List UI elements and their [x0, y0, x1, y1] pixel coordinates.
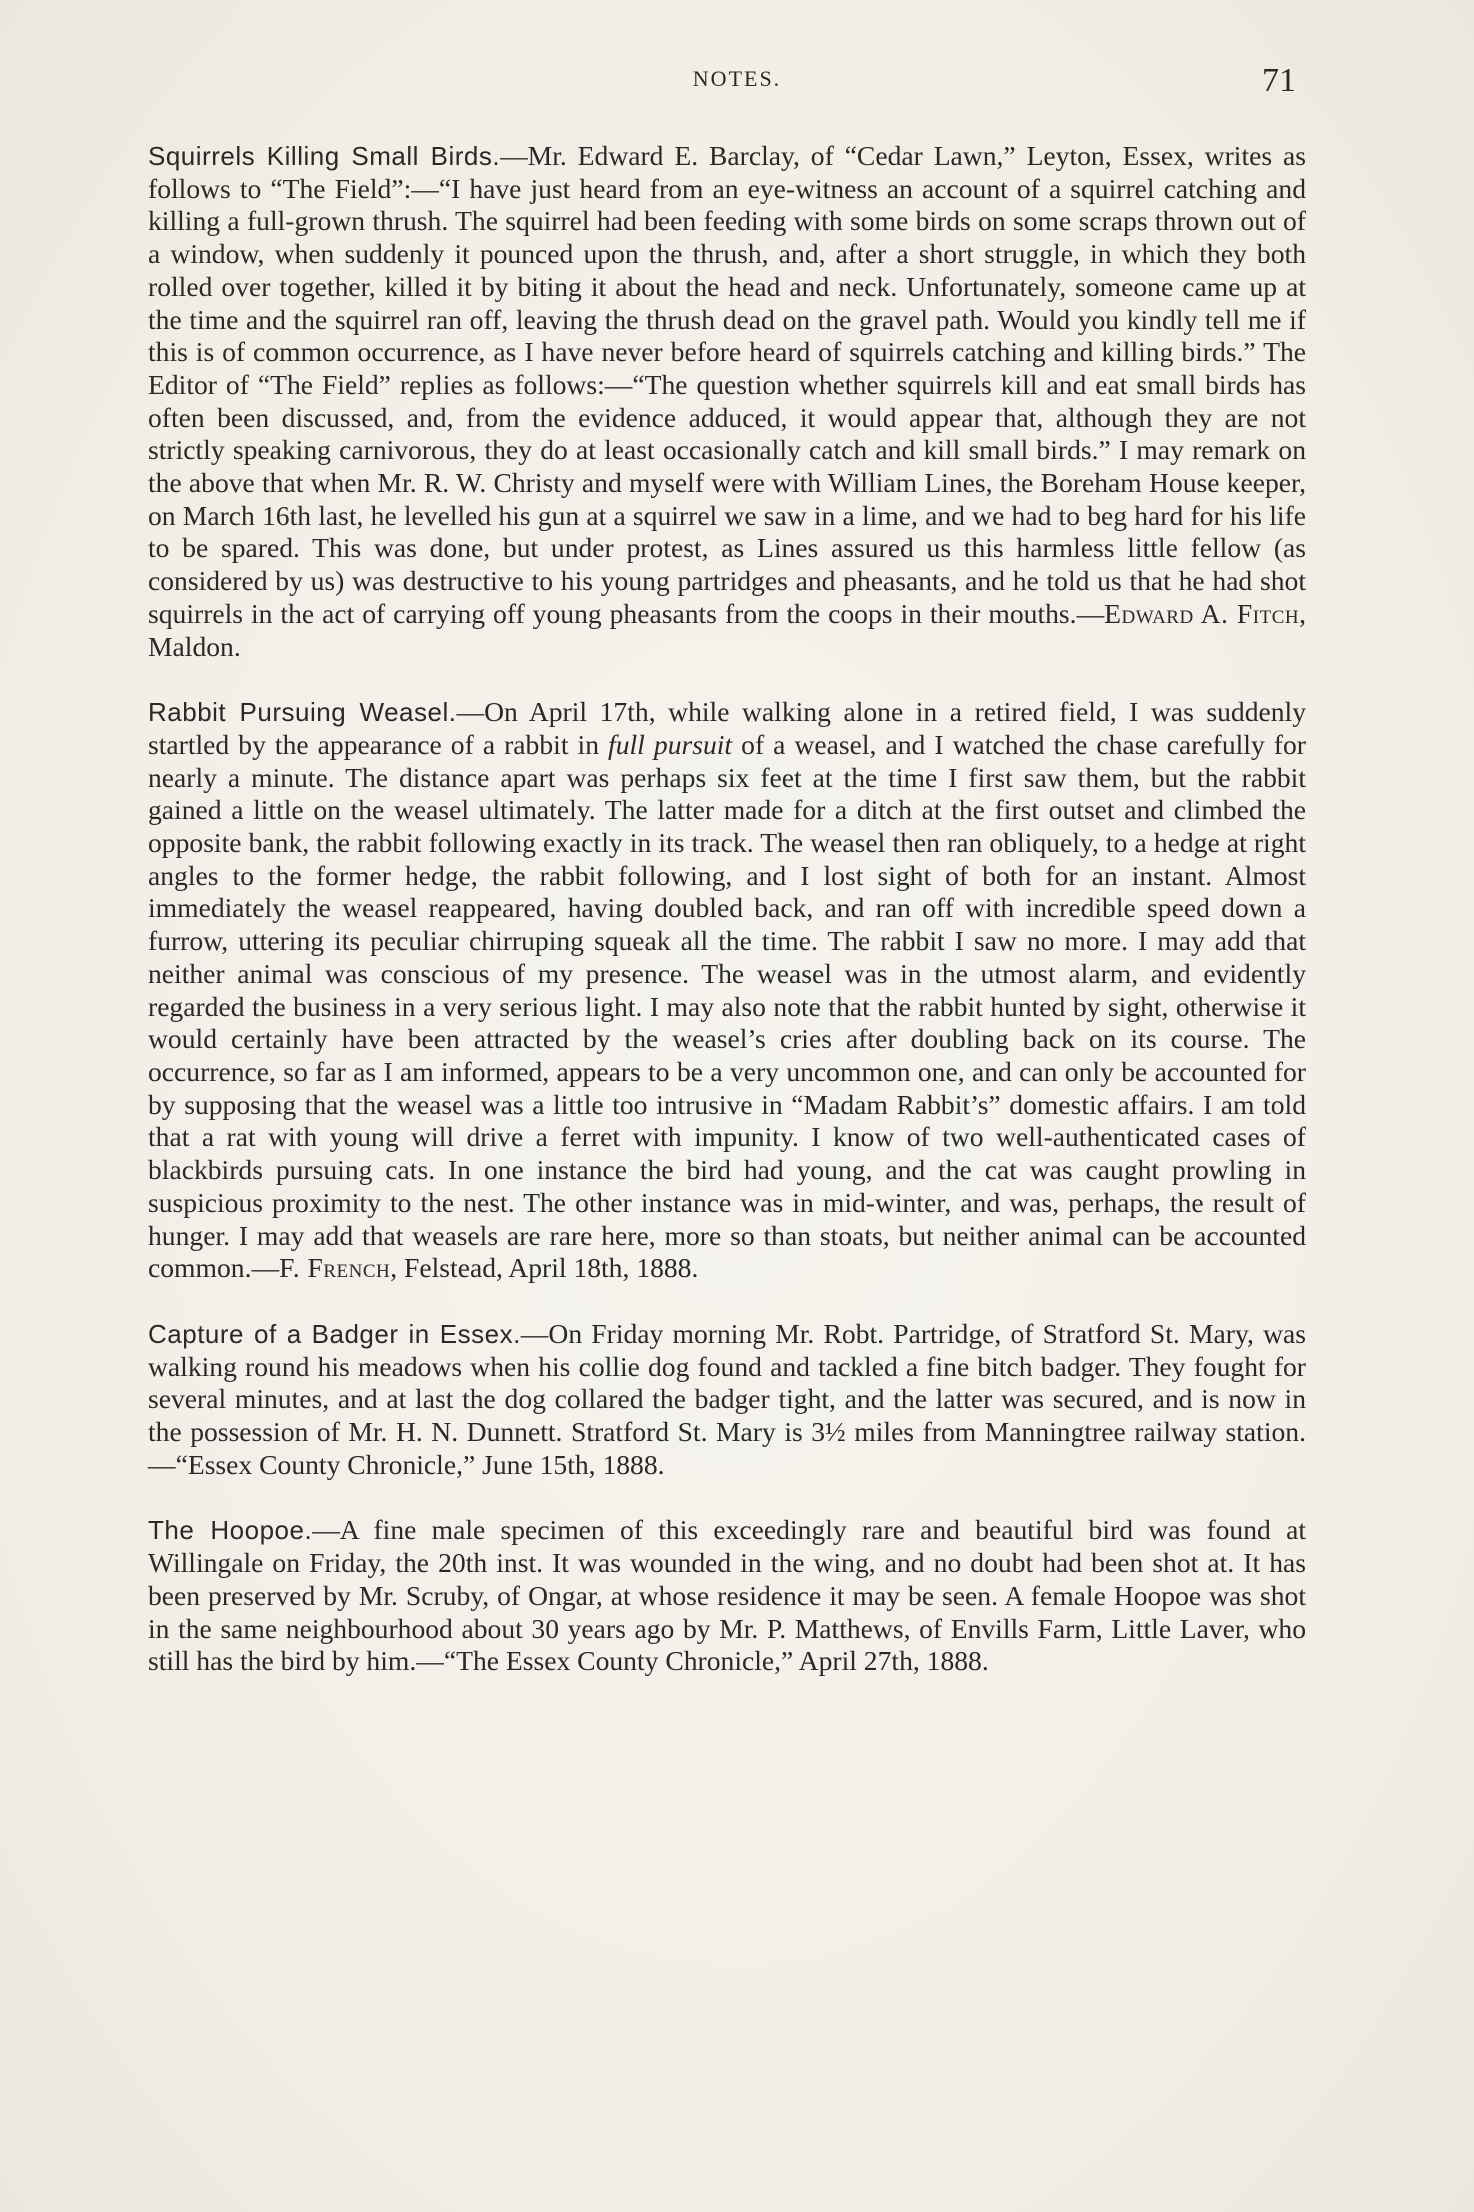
note-tail: , Felstead, April 18th, 1888. — [390, 1252, 699, 1284]
note-body: of a weasel, and I watched the chase carefully for nearly a minute. The distance apart was perhaps six feet at the time I first saw them, but the rabbit gained a little on the weasel ultimately. The latter made for a ditch at the first outset and climbed the opposite bank, the rabbit following exactly in its track. The weasel then ran obliquely, to a hedge at right angles to the former hedge, the rabbit following, and I lost sight of both for an instant. Almost immediately the weasel reappeared, having doubled back, and ran off with incredible speed down a furrow, uttering its peculiar chirruping squeak all the time. The rabbit I saw no more. I may add that neither animal was conscious of my presence. The weasel was in the utmost alarm, and evidently regarded the business in a very serious light. I may also note that the rabbit hunted by sight, otherwise it would certainly have been attracted by the weasel’s cries after doubling back on its course. The occurrence, so far as I am informed, appears to be a very uncommon one, and can only be accounted for by supposing that the weasel was a little too intrusive in “Madam Rabbit’s” domestic affairs. I am told that a rat with young will drive a ferret with impunity. I know of two well-authenticated cases of blackbirds pursuing cats. In one instance the bird had young, and the cat was caught prowling in suspicious proximity to the nest. The other instance was in mid-winter, and was, perhaps, the result of hunger. I may add that weasels are rare here, more so than stoats, but neither animal can be accounted common.— — [148, 728, 1306, 1284]
note-badger — [148, 1318, 1306, 1482]
note-hoopoe — [148, 1514, 1306, 1678]
note-squirrels — [148, 140, 1306, 663]
note-heading: Capture of a Badger in Essex. — [148, 1318, 521, 1349]
running-head — [0, 62, 1474, 106]
note-rabbit-weasel — [148, 696, 1306, 1285]
note-body: —A fine male specimen of this exceedingly rare and beautiful bird was found at Willingale on Friday, the 20th inst. It was wounded in the wing, and no doubt had been shot at. It has been preserved by Mr. Scruby, of Ongar, at whose residence it may be seen. A female Hoopoe was shot in the same neighbourhood about 30 years ago by Mr. P. Matthews, of Envills Farm, Little Laver, who still has the bird by him.—“The Essex County Chronicle,” April 27th, 1888. — [148, 1514, 1306, 1677]
note-signature: F. French — [279, 1252, 391, 1284]
note-signature: Edward A. Fitch — [1104, 597, 1300, 629]
note-body: —On Friday morning Mr. Robt. Partridge, of Stratford St. Mary, was walking round his meadows when his collie dog found and tackled a fine bitch badger. They fought for several minutes, and at last the dog collared the badger tight, and the latter was secured, and is now in the possession of Mr. H. N. Dunnett. Stratford St. Mary is 3½ miles from Manningtree railway station.—“Essex County Chronicle,” June 15th, 1888. — [148, 1317, 1306, 1480]
notes-body — [148, 140, 1306, 1678]
note-tail: , Maldon. — [148, 597, 1306, 662]
running-title: NOTES. — [692, 66, 782, 91]
note-body: —On April 17th, while walking alone in a retired field, I was suddenly startled by the appearance of a rabbit in — [148, 696, 1306, 760]
note-heading: Rabbit Pursuing Weasel. — [148, 697, 457, 728]
note-heading: The Hoopoe. — [148, 1515, 313, 1546]
note-heading: Squirrels Killing Small Birds. — [148, 141, 501, 171]
note-emphasis: full pursuit — [608, 728, 733, 760]
note-body: —Mr. Edward E. Barclay, of “Cedar Lawn,” Leyton, Essex, writes as follows to “The Field”:—“I have just heard from an eye-witness an account of a squirrel catching and killing a full-grown thrush. The squirrel had been feeding with some birds on some scraps thrown out of a window, when suddenly it pounced upon the thrush, and, after a short struggle, in which they both rolled over together, killed it by biting it about the head and neck. Unfortunately, someone came up at the time and the squirrel ran off, leaving the thrush dead on the gravel path. Would you kindly tell me if this is of common occurrence, as I have never before heard of squirrels catching and killing birds.” The Editor of “The Field” replies as follows:—“The question whether squirrels kill and eat small birds has often been discussed, and, from the evidence adduced, it would appear that, although they are not strictly speaking carnivorous, they do at least occasionally catch and kill small birds.” I may remark on the above that when Mr. R. W. Christy and myself were with William Lines, the Boreham House keeper, on March 16th last, he levelled his gun at a squirrel we saw in a lime, and we had to beg hard for his life to be spared. This was done, but under protest, as Lines assured us this harmless little fellow (as considered by us) was destructive to his young partridges and pheasants, and he told us that he had shot squirrels in the act of carrying off young pheasants from the coops in their mouths.— — [148, 140, 1306, 629]
page-number: 71 — [1262, 62, 1296, 99]
